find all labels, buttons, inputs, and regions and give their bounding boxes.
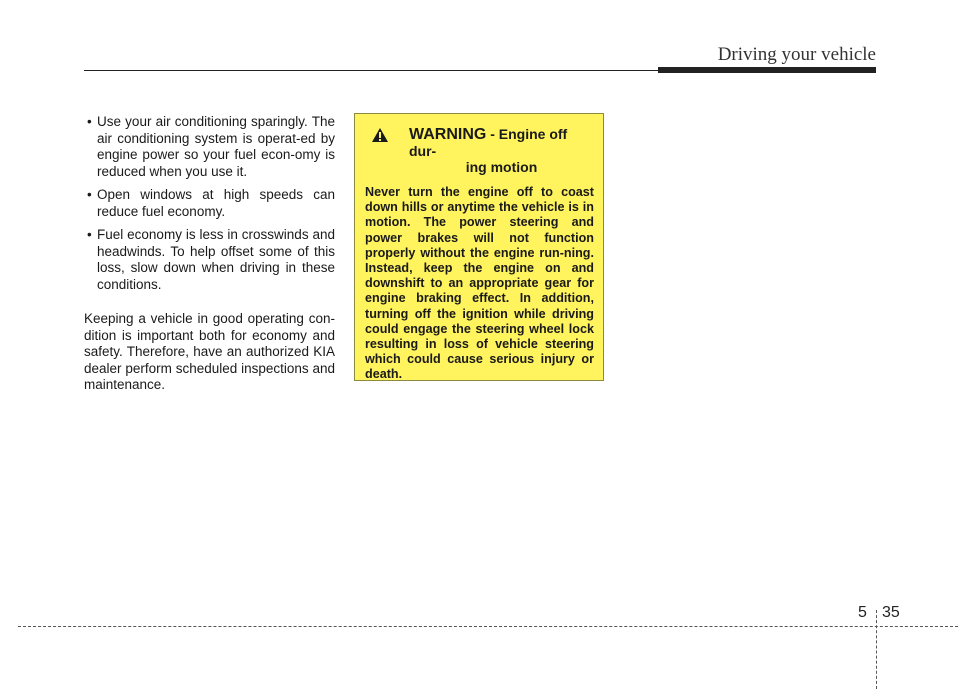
warning-heading: [365, 126, 594, 175]
warning-title-part1: - Engine off dur-: [409, 126, 568, 159]
section-title: Driving your vehicle: [717, 44, 876, 65]
tip-air-conditioning: • Use your air conditioning sparingly. The air conditioning system is operat-ed by engine power so your fuel econ-omy is reduced when you use it.: [84, 114, 335, 180]
warning-triangle-icon: [371, 127, 389, 143]
footer-rule: [18, 626, 958, 627]
warning-title-part2: ing motion: [465, 159, 538, 175]
warning-label: WARNING: [409, 126, 487, 143]
warning-body: Never turn the engine off to coast down hills or anytime the vehicle is in motion. The power steering and power brakes will not function properly without the engine run-ning. Instead, keep the engine on and downshift to an appropriate gear for engine braking effect. In addition, turning off the ignition while driving could engage the steering wheel lock resulting in loss of vehicle steering which could cause serious injury or death.: [365, 185, 594, 382]
header-rule-bar: [658, 67, 876, 73]
fuel-economy-tips: [84, 114, 335, 293]
left-column: [84, 114, 335, 394]
footer-separator: [876, 610, 877, 689]
tip-open-windows: • Open windows at high speeds can reduce fuel economy.: [84, 187, 335, 220]
chapter-number: 5: [858, 604, 867, 621]
warning-box: [354, 113, 604, 381]
maintenance-paragraph: Keeping a vehicle in good operating con-dition is important both for economy and safety. Therefore, have an authorized KIA dealer perform scheduled inspections and maintenance.: [84, 311, 335, 392]
page-number: 35: [882, 604, 900, 621]
tip-crosswinds: • Fuel economy is less in crosswinds and headwinds. To help offset some of this loss, slow down when driving in these conditions.: [84, 227, 335, 293]
header-rule: [84, 70, 664, 71]
